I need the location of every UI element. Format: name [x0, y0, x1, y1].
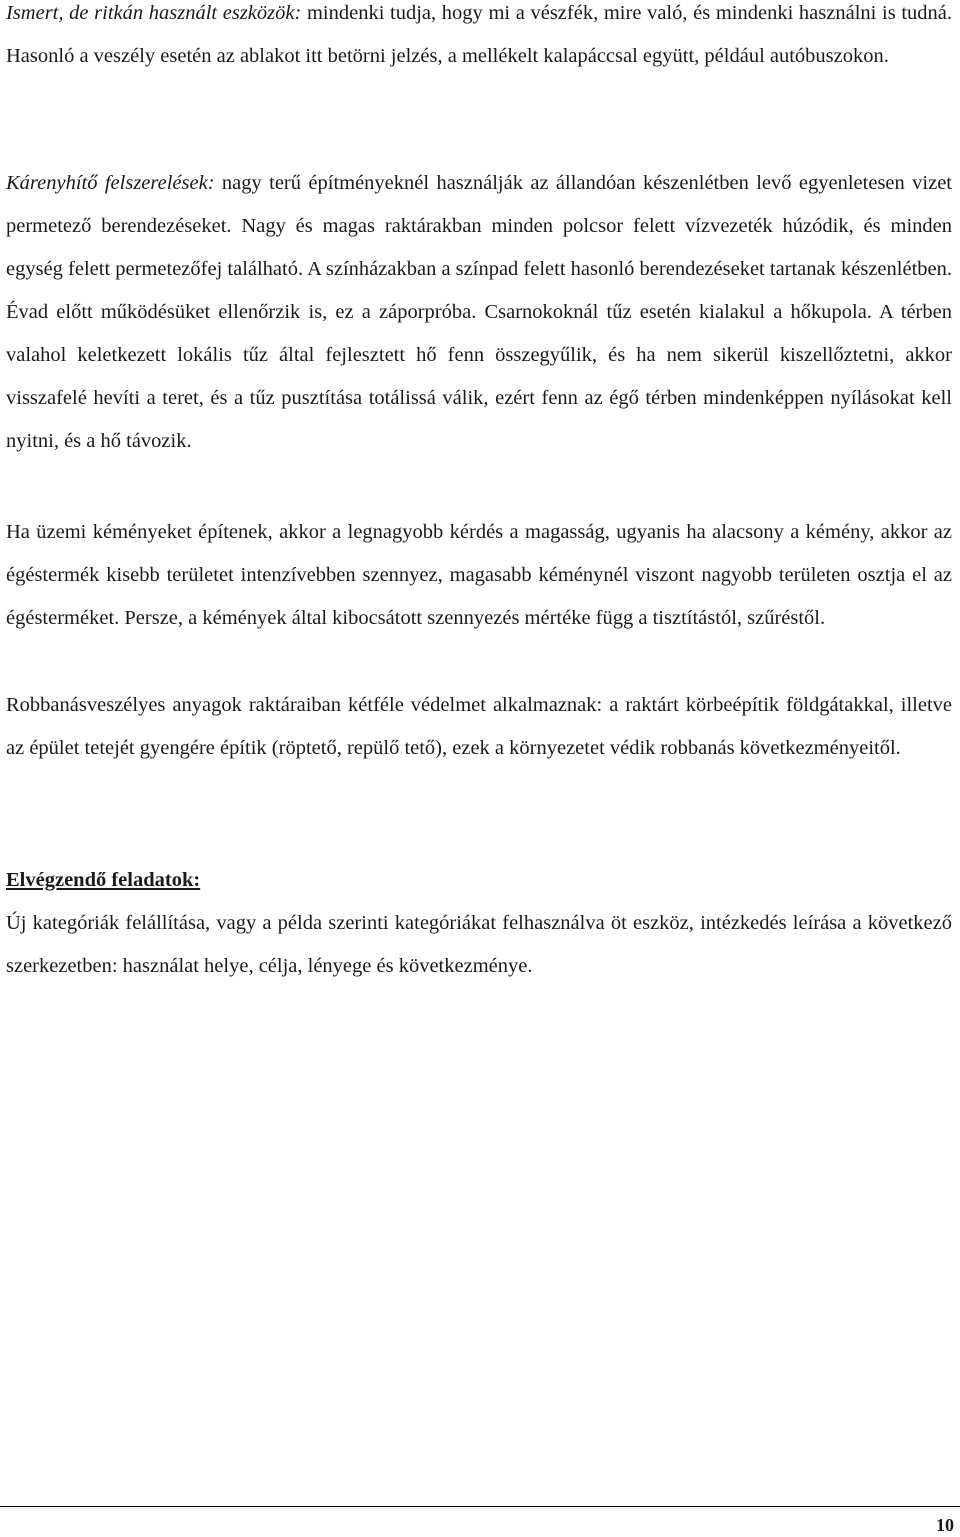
- paragraph-body-text: nagy terű építményeknél használják az állandóan készenlétben levő egyenletesen vizet permetező berendezéseket. Nagy és magas raktárakban minden polcsor felett vízvezeték húzódik, és minden egység felett permetezőfej található. A színházakban a színpad felett hasonló berendezéseket tartanak készenlétben. Évad előtt működésüket ellenőrzik is, ez a záporpróba. Csarnokoknál tűz esetén kialakul a hőkupola. A térben valahol keletkezett lokális tűz által fejlesztett hő fenn összegyűlik, és ha nem sikerül kiszellőztetni, akkor visszafelé hevíti a teret, és a tűz pusztítása totálissá válik, ezért fenn az égő térben mindenképpen nyílásokat kell nyitni, és a hő távozik.: [6, 172, 952, 452]
- paragraph-lead-term: Ismert, de ritkán használt eszközök:: [6, 2, 302, 24]
- section-heading-tasks: Elvégzendő feladatok:: [6, 869, 201, 891]
- paragraph-explosive-storage: Robbanásveszélyes anyagok raktáraiban kétféle védelmet alkalmaznak: a raktárt körbeépítik földgátakkal, illetve az épület tetejét gyengére építik (röptető, repülő tető), ezek a környezetet védik robbanás következményeitől.: [6, 694, 952, 759]
- page-number: 10: [936, 1515, 954, 1535]
- paragraph-damage-mitigation: [6, 162, 952, 463]
- paragraph-rarely-used-tools: [6, 0, 952, 78]
- paragraph-lead-term: Kárenyhítő felszerelések:: [6, 172, 215, 194]
- paragraph-body-text: mindenki tudja, hogy mi a vészfék, mire való, és mindenki használni is tudná. Hasonló a veszély esetén az ablakot itt betörni jelzés, a mellékelt kalapáccsal együtt, például autóbuszokon.: [6, 2, 952, 67]
- paragraph-tasks: Új kategóriák felállítása, vagy a példa szerinti kategóriákat felhasználva öt eszköz, intézkedés leírása a következő szerkezetben: használat helye, célja, lényege és következménye.: [6, 912, 952, 977]
- paragraph-chimneys: Ha üzemi kéményeket építenek, akkor a legnagyobb kérdés a magasság, ugyanis ha alacsony a kémény, akkor az égéstermék kisebb területet intenzívebben szennyez, magasabb kéménynél viszont nagyobb területen osztja el az égésterméket. Persze, a kémények által kibocsátott szennyezés mértéke függ a tisztítástól, szűréstől.: [6, 521, 952, 629]
- footer-divider: [0, 1506, 960, 1507]
